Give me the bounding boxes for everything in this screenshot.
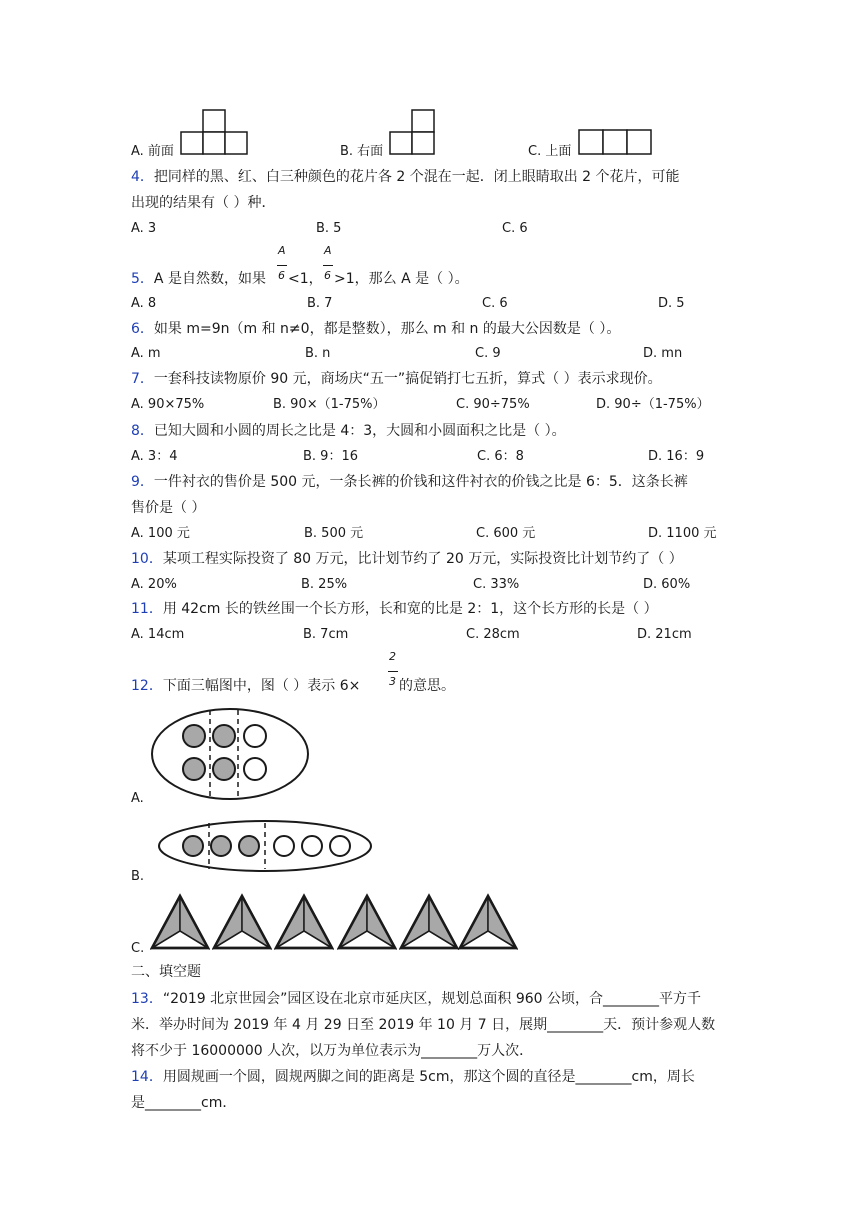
q14-line2: 是________cm． — [131, 1095, 237, 1111]
q9-text: 一件衬衣的售价是 500 元，一条长裤的价钱和这件衬衣的价钱之比是 6：5．这条长裤 — [153, 474, 688, 490]
q7-option-d: D. 90÷（1-75%） — [596, 397, 710, 412]
q9-option-a: A. 100 元 — [131, 526, 190, 541]
q5-frac1-denominator: 6 — [278, 269, 285, 282]
q12-label-b: B. — [131, 869, 145, 884]
q6-option-a: A. m — [131, 346, 161, 361]
q5-frac2-relation: >1，那么 A 是（ ）。 — [334, 271, 469, 287]
q6-number: 6． — [131, 321, 154, 337]
q5-frac1-relation: <1， — [288, 271, 323, 287]
q14-number: 14． — [131, 1069, 163, 1085]
front-view-figure — [181, 108, 247, 154]
q11-number: 11． — [131, 601, 163, 617]
q8-option-b: B. 9：16 — [303, 449, 358, 464]
q13-line1 — [131, 990, 701, 1008]
q8-option-d: D. 16：9 — [648, 449, 705, 464]
q12-frac-bar — [388, 671, 398, 672]
q6-line — [131, 320, 620, 338]
section-title: 二、填空题 — [131, 964, 201, 980]
q7-number: 7． — [131, 371, 154, 387]
q4-line1 — [131, 168, 680, 186]
q5-option-a: A. 8 — [131, 296, 157, 311]
q8-text: 已知大圆和小圆的周长之比是 4：3，大圆和小圆面积之比是（ ）。 — [153, 423, 566, 439]
q10-option-a: A. 20% — [131, 577, 177, 592]
q7-option-c: C. 90÷75% — [456, 397, 530, 412]
q9-option-d: D. 1100 元 — [648, 526, 717, 541]
q10-line — [131, 550, 683, 568]
q11-line — [131, 600, 658, 618]
q3-option-b: B. 右面 — [340, 144, 384, 159]
q10-text: 某项工程实际投资了 80 万元，比计划节约了 20 万元，实际投资比计划节约了（ ） — [162, 551, 683, 567]
q5-text: A 是自然数，如果 — [153, 271, 266, 287]
right-view-figure — [390, 108, 436, 154]
q11-option-b: B. 7cm — [303, 627, 349, 642]
q8-number: 8． — [131, 423, 154, 439]
q5-option-c: C. 6 — [482, 296, 508, 311]
top-view-figure — [578, 129, 652, 155]
q7-option-b: B. 90×（1-75%） — [273, 397, 386, 412]
q8-line — [131, 422, 566, 440]
q13-number: 13． — [131, 991, 163, 1007]
q4-line2: 出现的结果有（ ）种． — [131, 195, 276, 211]
q5-option-b: B. 7 — [307, 296, 333, 311]
q5-frac1-numerator: A — [278, 244, 286, 257]
q6-option-b: B. n — [305, 346, 331, 361]
q11-option-d: D. 21cm — [637, 627, 692, 642]
q12-label-c: C. — [131, 941, 145, 956]
q4-option-c: C. 6 — [502, 221, 528, 236]
q10-option-c: C. 33% — [473, 577, 520, 592]
q4-option-a: A. 3 — [131, 221, 157, 236]
q13-text: “2019 北京世园会”园区设在北京市延庆区，规划总面积 960 公顷，合________平方千 — [162, 991, 702, 1007]
q14-text: 用圆规画一个圆，圆规两脚之间的距离是 5cm，那这个圆的直径是________cm，周长 — [162, 1069, 695, 1085]
q9-line1 — [131, 473, 688, 491]
q5-frac2-numerator: A — [324, 244, 332, 257]
q12-text: 下面三幅图中，图（ ）表示 6× — [162, 678, 361, 694]
q7-option-a: A. 90×75% — [131, 397, 205, 412]
q10-option-d: D. 60% — [643, 577, 691, 592]
q4-text: 把同样的黑、红、白三种颜色的花片各 2 个混在一起．闭上眼睛取出 2 个花片，可能 — [153, 169, 680, 185]
q3-option-a: A. 前面 — [131, 144, 174, 159]
q8-option-c: C. 6：8 — [477, 449, 524, 464]
q4-number: 4． — [131, 169, 154, 185]
q4-option-b: B. 5 — [316, 221, 342, 236]
q5-frac2-bar — [323, 265, 333, 266]
q12-frac-denominator: 3 — [389, 675, 396, 688]
q5-option-d: D. 5 — [658, 296, 685, 311]
q9-option-c: C. 600 元 — [476, 526, 536, 541]
q6-option-c: C. 9 — [475, 346, 501, 361]
q5-number: 5． — [131, 271, 154, 287]
q12-frac-numerator: 2 — [389, 650, 396, 663]
figure-b-ellipse-circles — [157, 818, 373, 874]
q12-number: 12． — [131, 678, 163, 694]
q12-label-a: A. — [131, 791, 144, 806]
q12-text-end: 的意思。 — [399, 678, 455, 694]
q6-text: 如果 m=9n（m 和 n≠0，都是整数），那么 m 和 n 的最大公因数是（ ）。 — [153, 321, 621, 337]
q14-line1 — [131, 1068, 695, 1086]
q8-option-a: A. 3：4 — [131, 449, 178, 464]
q6-option-d: D. mn — [643, 346, 683, 361]
q11-text: 用 42cm 长的铁丝围一个长方形，长和宽的比是 2：1，这个长方形的长是（ ） — [162, 601, 658, 617]
q5-frac2-denominator: 6 — [324, 269, 331, 282]
q10-option-b: B. 25% — [301, 577, 348, 592]
figure-c-triangles — [150, 893, 520, 951]
q7-line — [131, 370, 662, 388]
q13-line3: 将不少于 16000000 人次，以万为单位表示为________万人次． — [131, 1043, 534, 1059]
q9-line2: 售价是（ ） — [131, 500, 206, 516]
q13-line2: 米．举办时间为 2019 年 4 月 29 日至 2019 年 10 月 7 日，展期________天．预计参观人数 — [131, 1017, 716, 1033]
q9-option-b: B. 500 元 — [304, 526, 364, 541]
q3-option-c: C. 上面 — [528, 144, 572, 159]
q5-line — [131, 270, 266, 288]
q10-number: 10． — [131, 551, 163, 567]
q5-frac1-bar — [277, 265, 287, 266]
q11-option-c: C. 28cm — [466, 627, 520, 642]
q7-text: 一套科技读物原价 90 元，商场庆“五一”搞促销打七五折，算式（ ）表示求现价。 — [153, 371, 662, 387]
q9-number: 9． — [131, 474, 154, 490]
figure-a-ellipse-circles — [150, 706, 310, 802]
q12-line — [131, 677, 360, 695]
q11-option-a: A. 14cm — [131, 627, 185, 642]
